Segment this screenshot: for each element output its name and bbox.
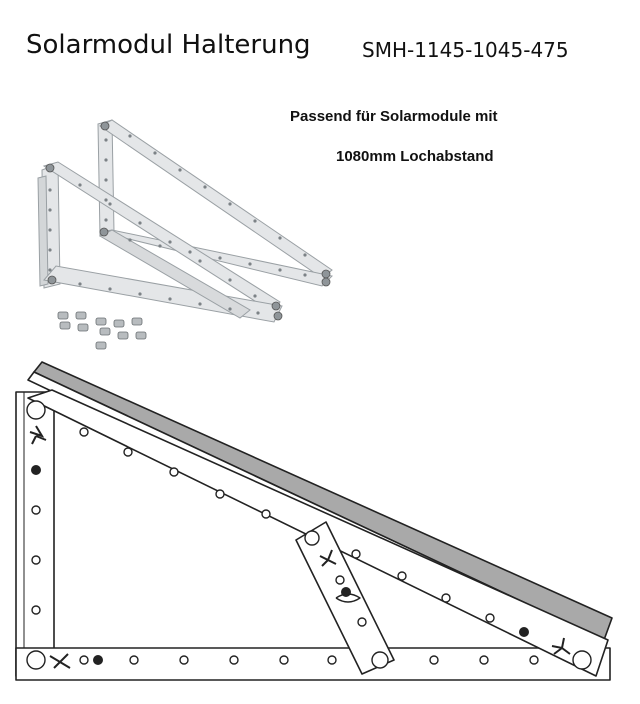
- hardware-set-icon: [58, 312, 146, 349]
- bracket-rendering: [38, 120, 332, 322]
- fit-note-line-1: Passend für Solarmodule mit: [290, 108, 498, 125]
- fit-note-line-2: 1080mm Lochabstand: [336, 148, 494, 165]
- solar-panel-profile: [34, 362, 612, 640]
- bottom-rail: [16, 648, 610, 680]
- model-code: SMH-1145-1045-475: [362, 38, 569, 62]
- product-title: Solarmodul Halterung: [26, 30, 311, 60]
